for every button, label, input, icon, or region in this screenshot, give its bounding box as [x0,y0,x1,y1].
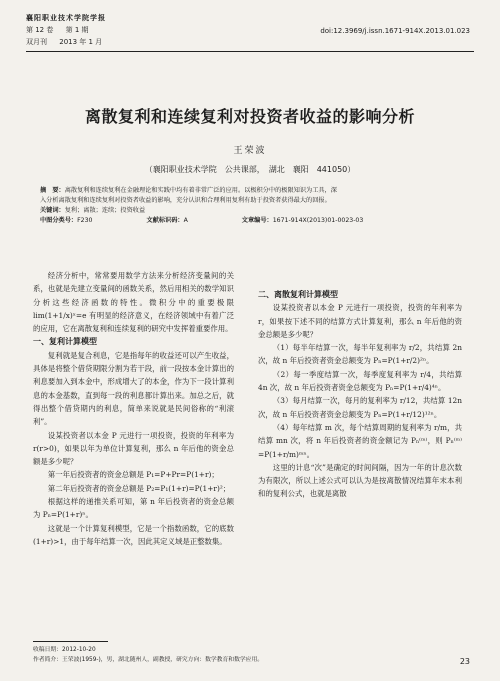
left-column [33,269,234,548]
abstract-label: 摘 要： [40,187,65,194]
year-n-formula: 根据这样的递推关系可知，第 n 年后投资者的资金总额为 Pₙ=P(1+r)ⁿ。 [33,497,234,520]
issue: 第 1 期 [65,26,89,34]
header-rule [26,51,474,52]
quarterly-case: （2）每一季度结算一次，每季度复利率为 r/4，共结算 4n 次，故 n 年后投资者资金总额变为 Pₙ=P(1+r/4)⁴ⁿ。 [258,369,462,393]
right-column [258,288,462,501]
doc-code-value: A [183,217,188,224]
semiannual-case: （1）每半年结算一次，每半年复利率为 r/2，共结算 2n 次，故 n 年后投资者资金总额变为 Pₙ=P(1+r/2)²ⁿ。 [258,343,462,366]
received-date: 收稿日期：2012-10-20 [33,647,96,653]
model-conclusion: 这就是一个计算复利模型，它是一个指数函数，它的底数(1+r)>1，由于每年结算一次，因此其定义域是正整数集。 [33,523,234,546]
intro-paragraph: 经济分析中，常常要用数学方法来分析经济变量间的关系，也就是先建立变量间的函数关系，然后用相关的数学知识分析这些经济函数的特性。微积分中的重要极限lim(1+1/x)ˣ=e 有明显的经济意义，在经济领域中有着广泛的应用，它在离散复利和连续复利的研究中发挥着重要作用。 [33,271,234,334]
clc-item [40,217,119,224]
article-no-label: 文章编号： [241,217,273,224]
affiliation: （襄阳职业技术学院 公共课部， 湖北 襄阳 441050） [144,165,356,174]
classification-line [40,216,460,226]
abstract-text-1: 离散复利和连续复利在金融理论和实践中均有着非常广泛的应用。以极积分中的极限知识为工具，深 [64,187,337,194]
doc-code-label: 文献标识码： [146,217,184,224]
journal-name: 襄阳职业技术学院学报 [26,14,106,22]
year-2-formula: 第二年后投资者的资金总额是 P₂=P₁(1+r)=P(1+r)²； [47,483,231,493]
discrete-setup: 设某投资者以本金 P 元进行一项投资，投资的年利率为 r，如果按下述不同的结算方式计算复利，那么 n 年后他的资金总额是多少呢？ [258,303,462,339]
compound-definition: 复利就是复合利息，它是指每年的收益还可以产生收益，具体是将整个借贷期限分割为若干段，前一段按本金计算出的利息要加入到本金中，形成增大了的本金，作为下一段计算利息的本金基数，直到每一段的利息都计算出来。加总之后，就得出整个借贷期内的利息，简单来说就是民间俗称的“利滚利”。 [33,350,234,427]
author-bio: 作者简介：王荣波(1959-)，男，湖北随州人，副教授，研究方向：数学教育和数学应用。 [33,657,264,663]
volume-line [26,24,112,36]
model-setup: 设某投资者以本金 P 元进行一项投资，投资的年利率为 r(r>0)，如果以年为单位计算复利，那么 n 年后他的资金总额是多少呢？ [33,430,234,467]
section-2-heading: 二、离散复利计算模型 [258,290,338,299]
footnote-rule [33,641,108,642]
discrete-conclusion: 这里的计息“次”是确定的时间间隔，因为一年的计息次数为有限次，所以上述公式可以认为是按离散情况结算年末本利和的复利公式，也就是离散 [258,462,462,499]
keywords-label: 关键词： [40,207,65,214]
article-no-value: 1671-914X(2013)01-0023-03 [272,217,364,224]
year-1-formula: 第一年后投资者的资金总额是 P₁=P+Pr=P(1+r)； [47,470,219,480]
abstract-block [40,186,460,226]
clc-label: 中图分类号： [40,217,78,224]
date: 2013 年 1 月 [59,38,103,46]
keywords: 复利；离散；连续；投资收益 [64,207,146,214]
keywords-line [40,206,460,216]
doc-code-item [146,217,213,224]
article-title: 离散复利和连续复利对投资者收益的影响分析 [84,107,415,126]
period: 双月刊 [26,38,47,46]
doi: doi:12.3969/j.issn.1671-914X.2013.01.023 [320,27,470,35]
volume: 第 12 卷 [26,26,54,34]
monthly-case: （3）每月结算一次，每月的复利率为 r/12，共结算 12n 次，故 n 年后投资者资金总额变为 Pₙ=P(1+r/12)¹²ⁿ。 [258,396,462,419]
author: 王荣波 [233,146,267,156]
journal-header [26,12,112,48]
section-1-heading: 一、复利计算模型 [33,337,97,347]
clc-value: F230 [77,217,93,224]
footnote [33,645,263,665]
page-number: 23 [459,657,470,666]
abstract-text-2: 入分析离散复利和连续复利对投资者收益的影响，充分认识和合理利用复利有助于投资者获得最大的回报。 [40,197,331,204]
article-no-item [242,217,390,224]
m-times-case: （4）每年结算 m 次，每个结算周期的复利率为 r/m，共结算 mn 次，将 n 年后投资者的资金额记为 Pₙ⁽ᵐ⁾，则 Pₙ⁽ᵐ⁾=P(1+r/m)ᵐⁿ。 [258,422,462,459]
abstract-line-1 [40,186,460,196]
period-line [26,36,112,48]
